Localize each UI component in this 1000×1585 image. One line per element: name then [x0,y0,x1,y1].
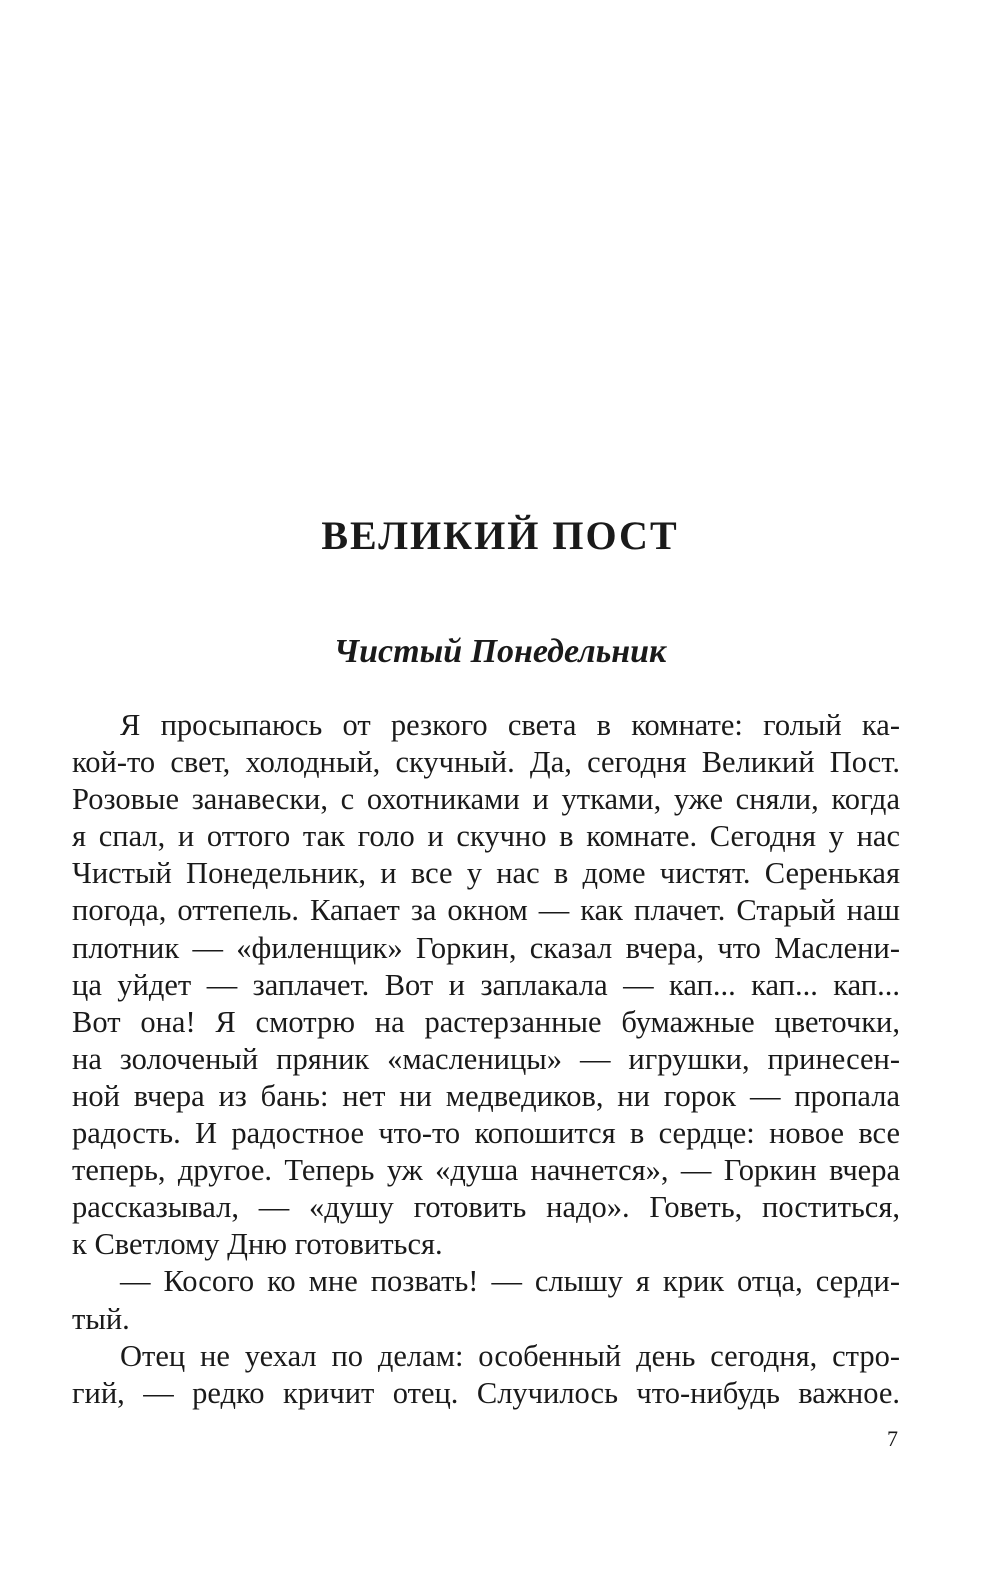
text-line: теперь, другое. Теперь уж «душа начнется», — Горкин вчера [72,1153,900,1188]
text-line: Я просыпаюсь от резкого света в комнате: голый ка- [120,708,900,742]
text-line: гий, — редко кричит отец. Случилось что-нибудь важное. [72,1375,900,1410]
body-text [72,707,900,1412]
text-line: Отец не уехал по делам: особенный день сегодня, стро- [120,1338,900,1373]
text-line: ца уйдет — заплачет. Вот и заплакала — кап... кап... кап... [72,967,900,1002]
text-line: ной вчера из бань: нет ни медведиков, ни горок — пропала [72,1078,900,1113]
text-line: — Косого ко мне позвать! — слышу я крик отца, серди- [120,1264,900,1299]
text-line: Чистый Понедельник, и все у нас в доме чистят. Серенькая [72,856,900,891]
text-line: я спал, и оттого так голо и скучно в комнате. Сегодня у нас [72,819,900,854]
chapter-title: ВЕЛИКИЙ ПОСТ [321,513,679,558]
text-line: радость. И радостное что-то копошится в сердце: новое все [72,1116,900,1151]
text-line: погода, оттепель. Капает за окном — как плачет. Старый наш [72,893,900,928]
text-line: Вот она! Я смотрю на растерзанные бумажные цветочки, [72,1004,900,1039]
page-number: 7 [887,1426,898,1451]
text-line: кой-то свет, холодный, скучный. Да, сегодня Великий Пост. [72,745,900,780]
section-title: Чистый Понедельник [333,633,667,670]
text-line: рассказывал, — «душу готовить надо». Говеть, поститься, [72,1190,900,1225]
text-line: к Светлому Дню готовиться. [72,1227,443,1262]
text-line: тый. [72,1301,130,1336]
text-line: плотник — «филенщик» Горкин, сказал вчера, что Маслени- [72,930,900,965]
text-line: на золоченый пряник «масленицы» — игрушки, принесен- [72,1041,900,1076]
text-line: Розовые занавески, с охотниками и утками, уже сняли, когда [72,782,900,817]
